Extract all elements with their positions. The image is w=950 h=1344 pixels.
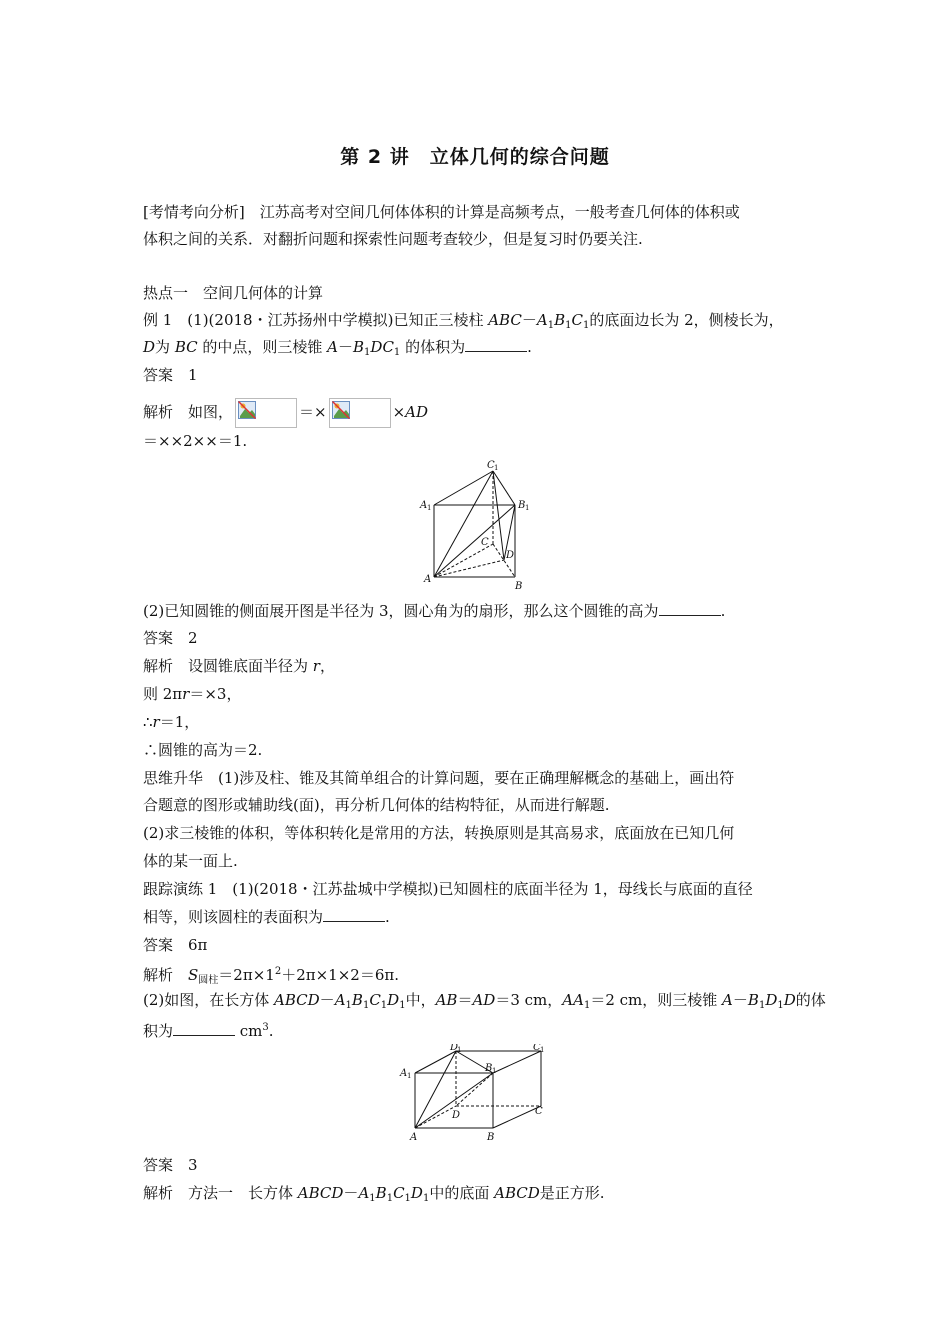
- analysis-eq: ＝2π×1: [218, 966, 275, 984]
- sub-cylinder: 圆柱: [198, 975, 219, 986]
- sym-ad: AD: [472, 991, 496, 1009]
- unit-cm: cm: [235, 1022, 263, 1040]
- example-1-step-1: [143, 684, 241, 704]
- sub-1: 1: [582, 320, 590, 331]
- label-c: C: [481, 537, 489, 548]
- sub-1: 1: [364, 347, 371, 358]
- label-a: A: [410, 1132, 418, 1143]
- hotspot-1-heading: 热点一 空间几何体的计算: [143, 284, 324, 302]
- sym-b: B: [351, 991, 363, 1009]
- broken-image-icon: [329, 398, 391, 428]
- edge-b-c: [493, 1106, 541, 1128]
- sub-1: 1: [399, 1000, 406, 1011]
- thinking-line-4: 体的某一面上.: [143, 852, 238, 870]
- sup-2: 2: [274, 966, 282, 977]
- label-sub: 1: [457, 1046, 462, 1054]
- sym-abc: ABC: [488, 311, 522, 329]
- answer-blank: [659, 601, 721, 616]
- example-1-analysis-1: [143, 398, 428, 428]
- edge-a-b1: [434, 505, 515, 577]
- sup-3: 3: [262, 1022, 269, 1033]
- sym-c: C: [369, 991, 381, 1009]
- practice-1-q2-line2: 积为 $cm^3$.: [143, 1022, 274, 1040]
- sym-a: A: [573, 991, 584, 1009]
- edge-b1-c1: [493, 1051, 541, 1073]
- sym-a: A: [358, 1184, 370, 1202]
- analysis-rest: ＋2π×1×2＝6π.: [281, 966, 399, 984]
- practice-1-analysis-2: [143, 1183, 605, 1209]
- step-1-a: 则 2π: [143, 685, 183, 703]
- practice-1-answer-1: 答案 6π: [143, 936, 208, 954]
- q2-mid: 中，: [405, 991, 436, 1009]
- q2-end: 的体: [795, 991, 826, 1009]
- label-sub: 1: [407, 1072, 412, 1080]
- sym-d: D: [370, 338, 383, 356]
- label-d: D: [452, 1110, 461, 1121]
- analysis-end: 是正方形.: [539, 1184, 605, 1202]
- label-sub: 1: [525, 504, 530, 512]
- step-1-b: ＝×3，: [189, 685, 242, 703]
- answer-blank: [173, 1021, 235, 1036]
- sym-a: A: [334, 991, 346, 1009]
- analysis-prefix: 解析 如图，: [143, 403, 234, 421]
- analysis-prefix: 解析: [143, 966, 189, 984]
- sym-abcd: ABCD: [494, 1184, 540, 1202]
- period: .: [527, 338, 532, 356]
- sym-b: B: [353, 338, 365, 356]
- sub-1: 1: [422, 1193, 430, 1204]
- thinking-line-1: 思维升华 (1)涉及柱、锥及其简单组合的计算问题，要在正确理解概念的基础上，画出符: [143, 769, 735, 787]
- sym-r: r: [182, 685, 190, 703]
- cuboid-figure: [398, 1044, 558, 1146]
- q2-text: (2)已知圆锥的侧面展开图是半径为 3，圆心角为的扇形，那么这个圆锥的高为: [143, 602, 659, 620]
- sym-c: C: [393, 1184, 405, 1202]
- sym-ad: AD: [405, 403, 429, 421]
- sym-a: A: [722, 991, 733, 1009]
- sym-dash: －: [319, 991, 335, 1009]
- period: .: [720, 602, 726, 620]
- label-sub: 1: [492, 1067, 497, 1075]
- therefore-symbol: ∴: [143, 713, 153, 731]
- label-a1: A: [400, 1068, 408, 1079]
- q1-suffix: 的底面边长为 2，侧棱长为，: [589, 311, 784, 329]
- label-c: C: [535, 1106, 543, 1117]
- step-2: ＝1，: [159, 713, 200, 731]
- sym-d: D: [783, 991, 796, 1009]
- label-b: B: [515, 581, 523, 592]
- sub-1: 1: [393, 347, 401, 358]
- sub-1: 1: [758, 1000, 766, 1011]
- broken-image-icon: [235, 398, 297, 428]
- sub-1: 1: [386, 1193, 394, 1204]
- sub-1: 1: [777, 1000, 784, 1011]
- prism-figure: [414, 458, 544, 592]
- edge-a1-c1: [434, 471, 493, 505]
- sym-d: D: [143, 338, 156, 356]
- analysis-mid: 中的底面: [429, 1184, 495, 1202]
- sym-abcd: ABCD: [297, 1184, 344, 1202]
- q1-line2: 相等，则该圆柱的表面积为: [143, 908, 324, 926]
- intro-line-2: 体积之间的关系．对翻折问题和探索性问题考查较少，但是复习时仍要关注.: [143, 230, 643, 248]
- example-1-step-2: [143, 712, 199, 732]
- sym-a: A: [536, 311, 548, 329]
- sym-eq: ＝: [457, 991, 473, 1009]
- sub-1: 1: [369, 1193, 376, 1204]
- practice-1-answer-2: 答案 3: [143, 1156, 198, 1174]
- analysis-2-text: 解析 设圆锥底面半径为: [143, 657, 313, 675]
- sub-1: 1: [583, 1000, 591, 1011]
- example-1-q1-line2: [143, 337, 532, 363]
- example-1-answer-1: 答案 1: [143, 366, 198, 384]
- sym-dash: －: [732, 991, 748, 1009]
- sym-a: A: [562, 991, 574, 1009]
- sym-s: S: [188, 966, 199, 984]
- sub-1: 1: [345, 1000, 352, 1011]
- label-d: D: [506, 550, 515, 561]
- q2-mid2: ＝3 cm，: [495, 991, 563, 1009]
- label-d1: D: [450, 1044, 459, 1053]
- sub-1: 1: [404, 1193, 411, 1204]
- practice-1-analysis-1: [143, 962, 399, 991]
- sym-r: r: [312, 657, 320, 675]
- label-b1: B: [485, 1063, 493, 1074]
- sym-c: C: [571, 311, 583, 329]
- q2-line2: 积为: [143, 1022, 174, 1040]
- sym-abcd: ABCD: [274, 991, 320, 1009]
- sym-bc: BC: [174, 338, 198, 356]
- sub-1: 1: [547, 320, 555, 331]
- label-c1: C: [487, 460, 495, 471]
- sym-d: D: [765, 991, 778, 1009]
- answer-blank: [323, 907, 385, 922]
- example-1-analysis-1-line2: ＝××2××＝1.: [143, 432, 248, 450]
- practice-1-q2-line1: [143, 990, 826, 1016]
- edge-a-c1: [434, 471, 493, 577]
- intro-line-1: [考情考向分析] 江苏高考对空间几何体体积的计算是高频考点，一般考查几何体的体积或: [143, 203, 740, 221]
- period: .: [385, 908, 390, 926]
- sym-b: B: [554, 311, 566, 329]
- example-1-answer-2: 答案 2: [143, 629, 198, 647]
- sym-dash: －: [521, 311, 537, 329]
- example-1-q1-line1: [143, 310, 784, 336]
- sym-d: D: [387, 991, 400, 1009]
- q2-prefix: (2)如图，在长方体: [143, 991, 275, 1009]
- sym-dash: －: [343, 1184, 359, 1202]
- analysis-prefix: 解析 方法一 长方体: [143, 1184, 298, 1202]
- sym-dash: －: [337, 338, 353, 356]
- sub-1: 1: [380, 1000, 388, 1011]
- label-b1: B: [518, 500, 526, 511]
- label-a: A: [424, 574, 432, 585]
- sym-b: B: [375, 1184, 387, 1202]
- q1-mid2: 的中点，则三棱锥: [197, 338, 328, 356]
- q2-mid3: ＝2 cm，则三棱锥: [590, 991, 723, 1009]
- example-1-step-3: ∴圆锥的高为＝2.: [143, 741, 263, 759]
- sym-b: B: [747, 991, 759, 1009]
- label-b: B: [487, 1132, 495, 1143]
- thinking-line-2: 合题意的图形或辅助线(面)，再分析几何体的结构特征，从而进行解题.: [143, 796, 610, 814]
- example-1-q2: [143, 601, 725, 621]
- sym-c: C: [382, 338, 394, 356]
- label-sub: 1: [540, 1046, 545, 1054]
- sym-d: D: [410, 1184, 423, 1202]
- thinking-line-3: (2)求三棱锥的体积，等体积转化是常用的方法，转换原则是其高易求，底面放在已知几何: [143, 824, 735, 842]
- sub-1: 1: [565, 320, 572, 331]
- edge-a-d: [434, 560, 504, 577]
- analysis-eq: ＝×: [299, 403, 327, 421]
- label-sub: 1: [427, 504, 432, 512]
- sub-1: 1: [362, 1000, 370, 1011]
- label-sub: 1: [494, 464, 499, 472]
- answer-blank: [465, 337, 527, 352]
- practice-1-q1-line2: [143, 907, 390, 927]
- page-title: 第 2 讲 立体几何的综合问题: [340, 146, 610, 168]
- label-c1: C: [533, 1044, 541, 1053]
- q1-prefix: 例 1 (1)(2018・江苏扬州中学模拟)已知正三棱柱: [143, 311, 489, 329]
- practice-1-q1-line1: 跟踪演练 1 (1)(2018・江苏盐城中学模拟)已知圆柱的底面半径为 1，母线长与底面的直径: [143, 880, 753, 898]
- analysis-tail: ×: [392, 403, 406, 421]
- q1-mid: 为: [155, 338, 175, 356]
- edge-c1-d: [493, 471, 504, 560]
- sym-r: r: [152, 713, 160, 731]
- example-1-analysis-2: 解析 设圆锥底面半径为 r，: [143, 657, 335, 675]
- label-a1: A: [420, 500, 428, 511]
- q1-end: 的体积为: [400, 338, 466, 356]
- sym-a: A: [327, 338, 338, 356]
- edge-b1-d: [456, 1073, 493, 1106]
- sym-ab: AB: [435, 991, 458, 1009]
